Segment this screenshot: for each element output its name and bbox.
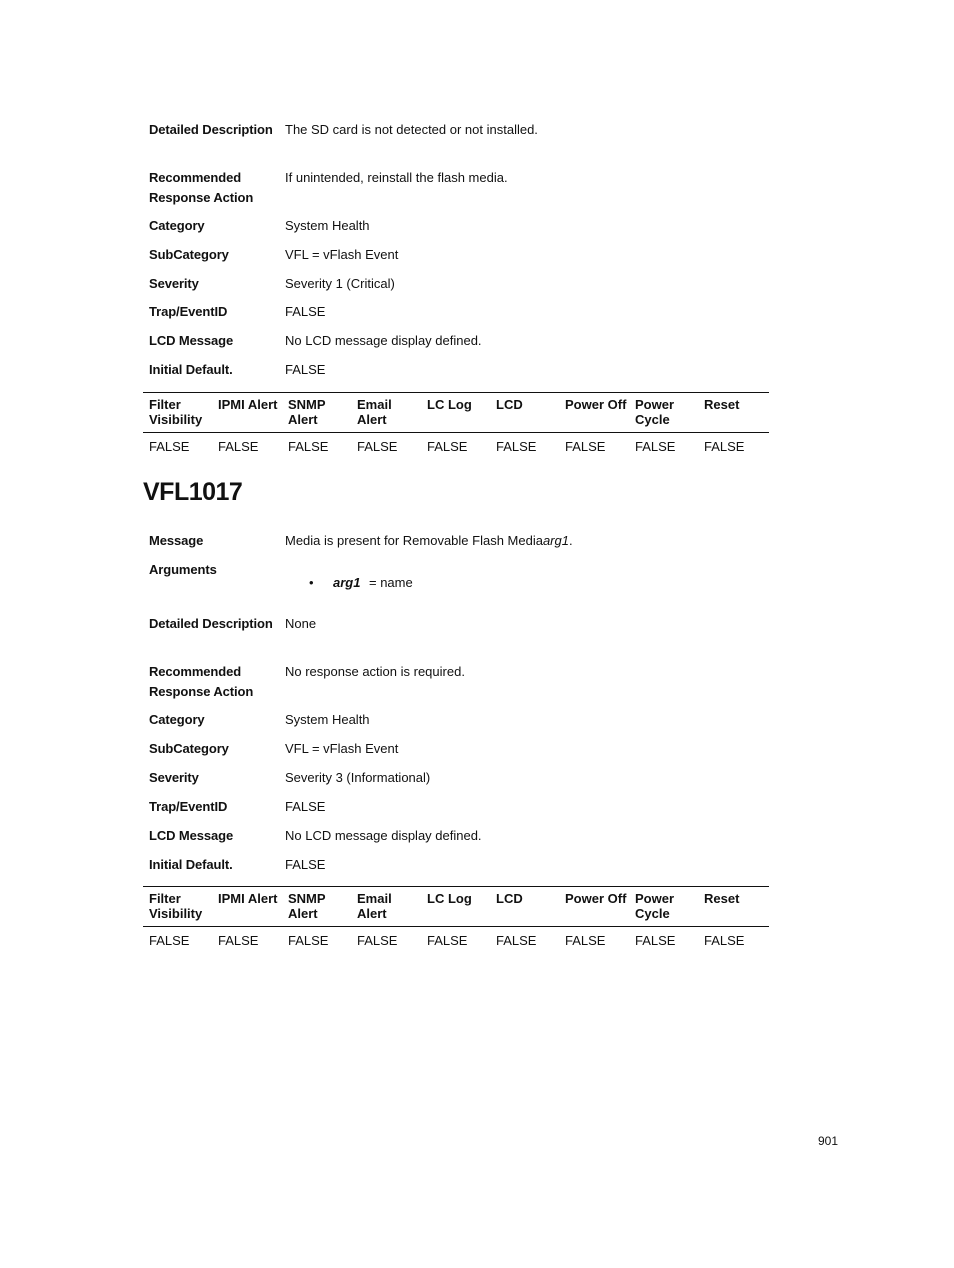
kv-value: VFL = vFlash Event bbox=[285, 741, 399, 756]
table-header-email-alert: Email Alert bbox=[357, 891, 392, 921]
table-header-ipmi-alert: IPMI Alert bbox=[218, 397, 278, 412]
table-header-power-off: Power Off bbox=[565, 397, 627, 412]
kv-value: None bbox=[285, 616, 317, 631]
kv-value bbox=[285, 531, 765, 551]
message-text: Media is present for Removable Flash Media bbox=[285, 533, 543, 548]
table-header-filter-visibility: Filter Visibility bbox=[149, 397, 203, 427]
kv-label: Message bbox=[149, 533, 204, 548]
table-header-power-cycle: Power Cycle bbox=[635, 891, 675, 921]
kv-label: Category bbox=[149, 218, 205, 233]
alert-table bbox=[143, 886, 769, 956]
argument-desc: = name bbox=[369, 575, 413, 590]
table-header-snmp-alert: SNMP Alert bbox=[288, 397, 326, 427]
table-cell: FALSE bbox=[427, 933, 468, 948]
kv-value: FALSE bbox=[285, 857, 326, 872]
kv-value: Severity 1 (Critical) bbox=[285, 276, 395, 291]
kv-label: Severity bbox=[149, 770, 199, 785]
kv-label: Trap/EventID bbox=[149, 304, 228, 319]
kv-value: VFL = vFlash Event bbox=[285, 247, 399, 262]
kv-label: SubCategory bbox=[149, 247, 229, 262]
table-cell: FALSE bbox=[218, 933, 259, 948]
table-header-lcd: LCD bbox=[496, 891, 523, 906]
kv-value: No response action is required. bbox=[285, 664, 465, 679]
kv-label: Initial Default. bbox=[149, 857, 233, 872]
table-cell: FALSE bbox=[565, 439, 606, 454]
table-header-rule bbox=[143, 432, 769, 433]
table-cell: FALSE bbox=[357, 439, 398, 454]
table-top-rule bbox=[143, 392, 769, 393]
message-end: . bbox=[568, 533, 573, 548]
kv-value: No LCD message display defined. bbox=[285, 333, 482, 348]
kv-value: System Health bbox=[285, 712, 370, 727]
table-cell: FALSE bbox=[427, 439, 468, 454]
message-arg: arg1 bbox=[542, 533, 569, 548]
table-cell: FALSE bbox=[635, 439, 676, 454]
table-header-email-alert: Email Alert bbox=[357, 397, 392, 427]
kv-label: LCD Message bbox=[149, 333, 234, 348]
page-number: 901 bbox=[818, 1134, 839, 1148]
kv-label: Recommended Response Action bbox=[149, 664, 254, 699]
table-header-reset: Reset bbox=[704, 891, 740, 906]
table-cell: FALSE bbox=[149, 439, 190, 454]
kv-label: Recommended Response Action bbox=[149, 170, 254, 205]
table-header-lc-log: LC Log bbox=[427, 891, 472, 906]
kv-label: Severity bbox=[149, 276, 199, 291]
table-header-power-cycle: Power Cycle bbox=[635, 397, 675, 427]
table-header-snmp-alert: SNMP Alert bbox=[288, 891, 326, 921]
section-heading: VFL1017 bbox=[143, 478, 243, 506]
kv-value: FALSE bbox=[285, 362, 326, 377]
table-cell: FALSE bbox=[288, 439, 329, 454]
table-cell: FALSE bbox=[704, 439, 745, 454]
table-header-reset: Reset bbox=[704, 397, 740, 412]
kv-label: Initial Default. bbox=[149, 362, 233, 377]
kv-label: Detailed Description bbox=[149, 616, 273, 631]
table-cell: FALSE bbox=[288, 933, 329, 948]
kv-value: If unintended, reinstall the flash media. bbox=[285, 170, 508, 185]
table-header-filter-visibility: Filter Visibility bbox=[149, 891, 203, 921]
kv-value: The SD card is not detected or not installed. bbox=[285, 122, 538, 137]
table-header-lc-log: LC Log bbox=[427, 397, 472, 412]
table-cell: FALSE bbox=[357, 933, 398, 948]
table-cell: FALSE bbox=[496, 439, 537, 454]
table-cell: FALSE bbox=[635, 933, 676, 948]
table-cell: FALSE bbox=[704, 933, 745, 948]
table-cell: FALSE bbox=[496, 933, 537, 948]
table-cell: FALSE bbox=[218, 439, 259, 454]
table-cell: FALSE bbox=[565, 933, 606, 948]
kv-value: Severity 3 (Informational) bbox=[285, 770, 431, 785]
table-header-rule bbox=[143, 926, 769, 927]
kv-value: System Health bbox=[285, 218, 370, 233]
kv-label: Arguments bbox=[149, 562, 217, 577]
argument-name: arg1 bbox=[333, 575, 361, 590]
kv-label: Category bbox=[149, 712, 205, 727]
table-header-ipmi-alert: IPMI Alert bbox=[218, 891, 278, 906]
table-header-power-off: Power Off bbox=[565, 891, 627, 906]
kv-label: LCD Message bbox=[149, 828, 234, 843]
bullet-icon: • bbox=[309, 575, 314, 590]
kv-label: SubCategory bbox=[149, 741, 229, 756]
kv-value: FALSE bbox=[285, 799, 326, 814]
table-top-rule bbox=[143, 886, 769, 887]
table-cell: FALSE bbox=[149, 933, 190, 948]
kv-label: Trap/EventID bbox=[149, 799, 228, 814]
table-header-lcd: LCD bbox=[496, 397, 523, 412]
kv-value: No LCD message display defined. bbox=[285, 828, 482, 843]
alert-table bbox=[143, 392, 769, 462]
kv-label: Detailed Description bbox=[149, 122, 273, 137]
kv-value: FALSE bbox=[285, 304, 326, 319]
